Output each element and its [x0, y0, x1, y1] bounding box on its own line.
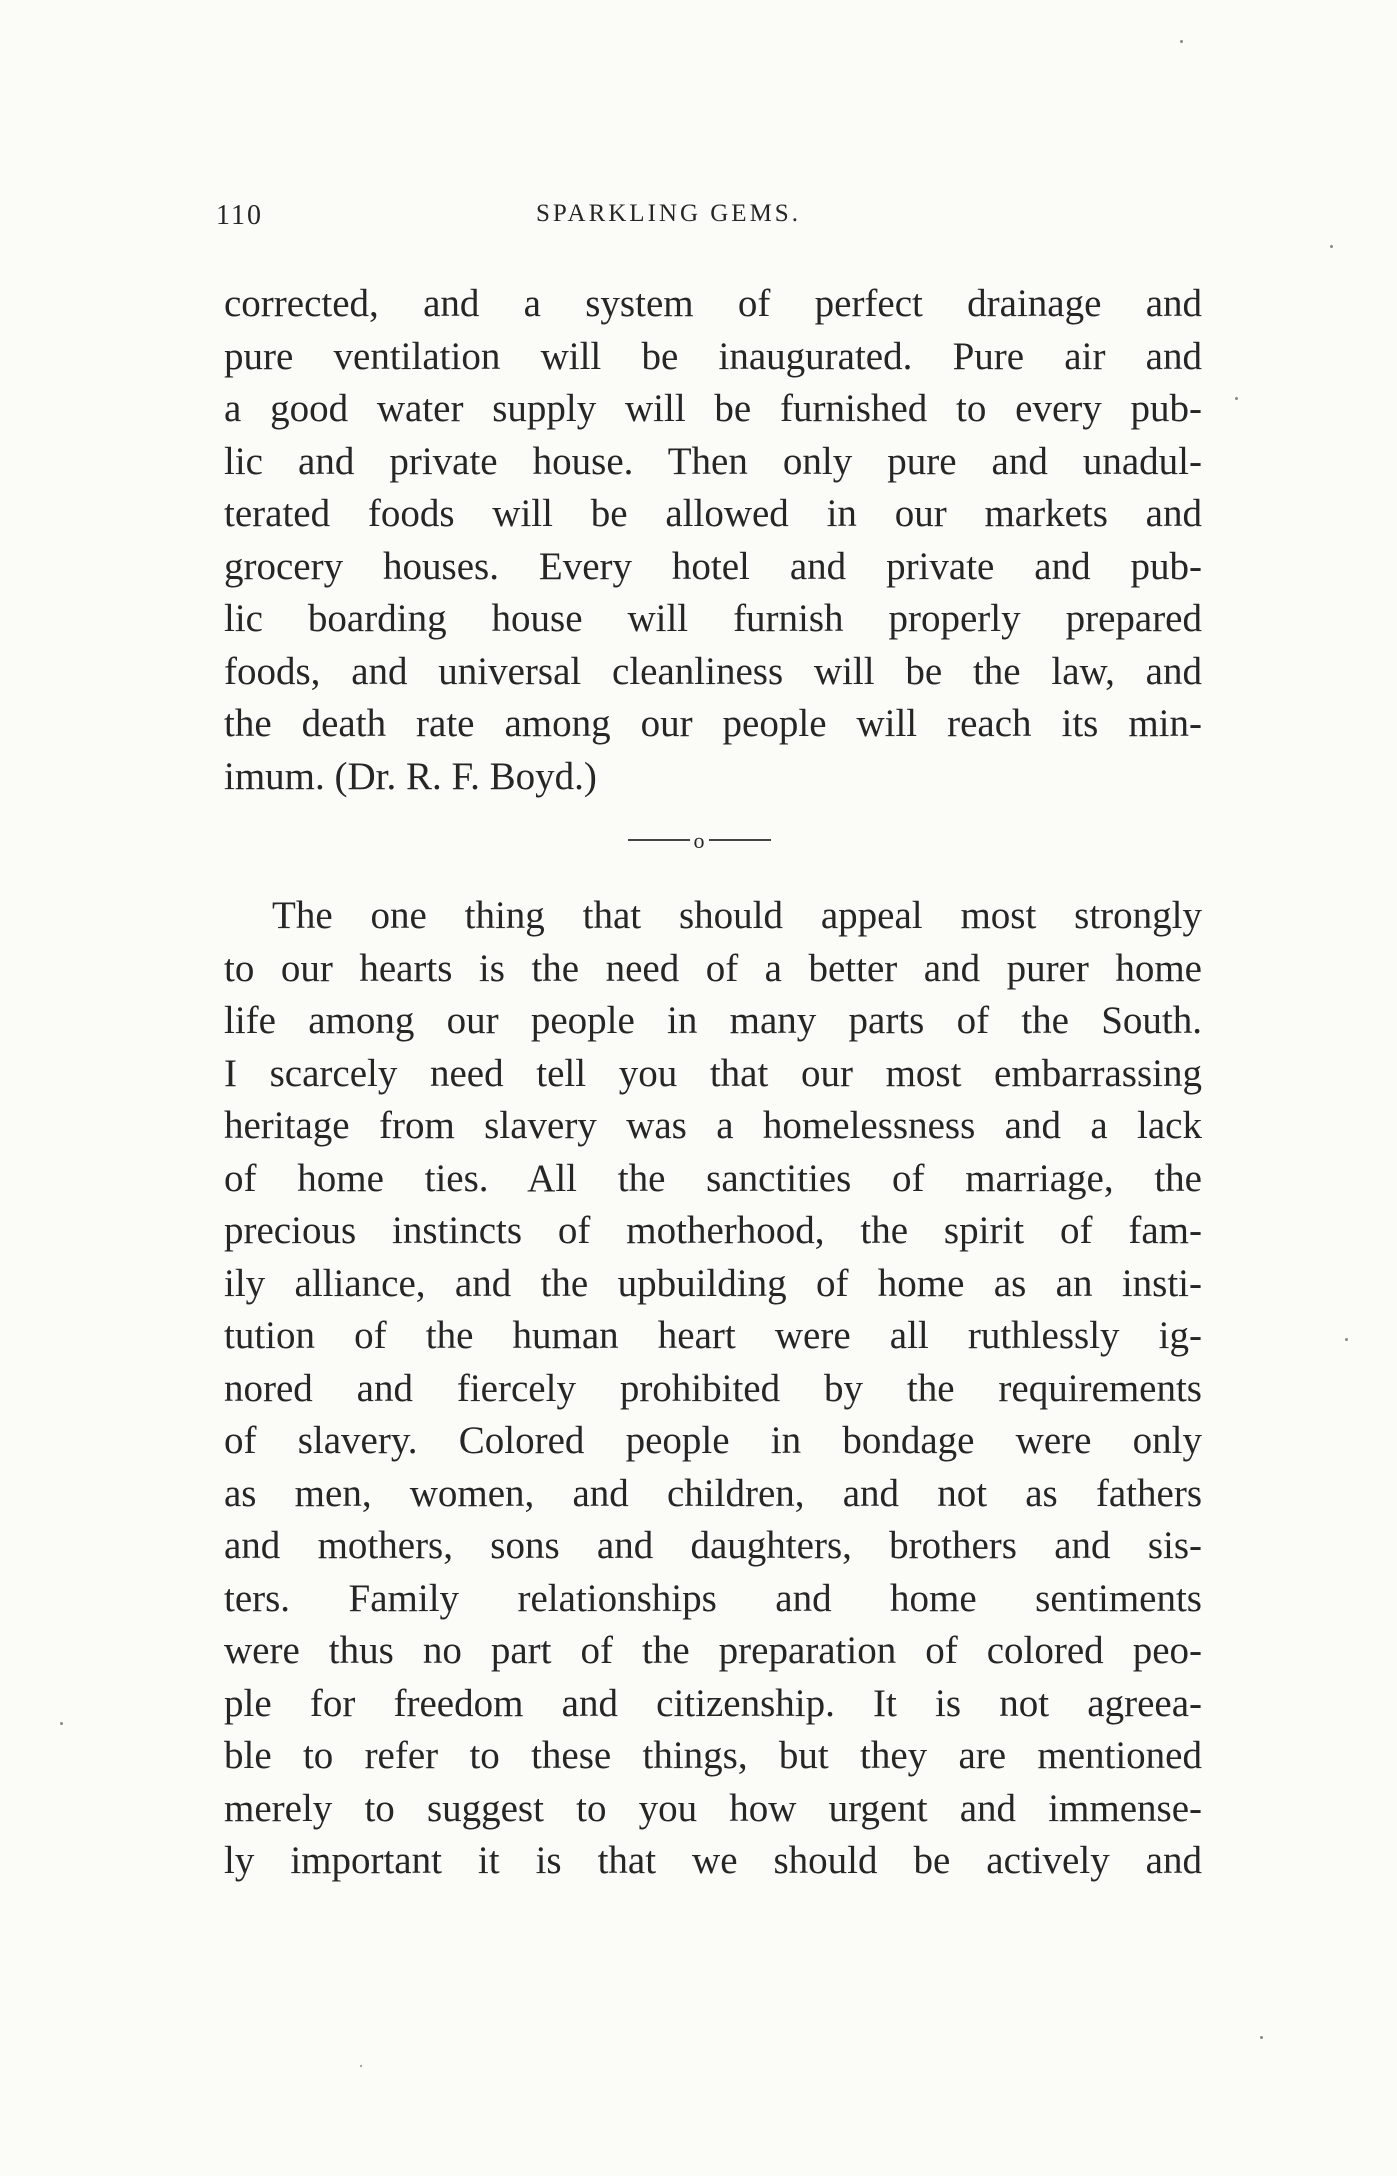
running-title: SPARKLING GEMS.: [536, 200, 801, 227]
paper-speck: [1235, 397, 1238, 400]
text-line: grocery houses. Every hotel and private and pub-: [224, 544, 1202, 588]
text-line: ble to refer to these things, but they are mentioned: [224, 1734, 1202, 1777]
text-line: ily alliance, and the upbuilding of home as an insti-: [224, 1261, 1202, 1305]
paper-speck: [1260, 2036, 1263, 2039]
paragraph-home-life: [224, 890, 1202, 1888]
page-header: [216, 200, 1201, 240]
text-line: precious instincts of motherhood, the spirit of fam-: [224, 1209, 1202, 1252]
text-line: to our hearts is the need of a better and purer home: [224, 946, 1202, 990]
text-line: life among our people in many parts of the South.: [224, 999, 1202, 1042]
text-line: nored and fiercely prohibited by the requirements: [224, 1366, 1202, 1410]
text-line: imum. (Dr. R. F. Boyd.): [224, 754, 597, 798]
text-line: lic and private house. Then only pure and unadul-: [224, 439, 1202, 483]
text-line: terated foods will be allowed in our markets and: [224, 492, 1202, 535]
text-line: corrected, and a system of perfect drainage and: [224, 282, 1202, 325]
text-line: I scarcely need tell you that our most embarrassing: [224, 1051, 1202, 1095]
page-number: 110: [216, 200, 263, 231]
text-line: were thus no part of the preparation of colored peo-: [224, 1629, 1202, 1672]
paragraph-boyd-quote: [224, 278, 1202, 803]
text-line: tution of the human heart were all ruthlessly ig-: [224, 1314, 1202, 1357]
text-line: foods, and universal cleanliness will be the law, and: [224, 649, 1202, 693]
text-line: of slavery. Colored people in bondage were only: [224, 1419, 1202, 1462]
separator-rule-right: [709, 839, 771, 841]
paper-speck: [1180, 40, 1183, 43]
paper-speck: [360, 2065, 362, 2067]
separator-mark: o: [693, 828, 705, 853]
text-line: as men, women, and children, and not as fathers: [224, 1471, 1202, 1515]
text-line: pure ventilation will be inaugurated. Pure air and: [224, 334, 1202, 378]
section-separator: [614, 820, 784, 860]
text-line: the death rate among our people will reach its min-: [224, 702, 1202, 745]
text-line: lic boarding house will furnish properly prepared: [224, 597, 1202, 640]
text-line: ple for freedom and citizenship. It is not agreea-: [224, 1681, 1202, 1725]
paper-speck: [1330, 245, 1333, 248]
paper-speck: [1345, 1338, 1348, 1341]
text-line: a good water supply will be furnished to every pub-: [224, 387, 1202, 430]
text-line: and mothers, sons and daughters, brothers and sis-: [224, 1524, 1202, 1567]
text-line: heritage from slavery was a homelessness and a lack: [224, 1104, 1202, 1147]
text-line: merely to suggest to you how urgent and immense-: [224, 1786, 1202, 1830]
text-line: of home ties. All the sanctities of marriage, the: [224, 1156, 1202, 1200]
separator-rule-left: [628, 839, 690, 841]
text-line: ters. Family relationships and home sentiments: [224, 1576, 1202, 1620]
text-line: ly important it is that we should be actively and: [224, 1839, 1202, 1882]
paper-speck: [60, 1722, 63, 1725]
text-line-indented: The one thing that should appeal most strongly: [272, 894, 1202, 937]
